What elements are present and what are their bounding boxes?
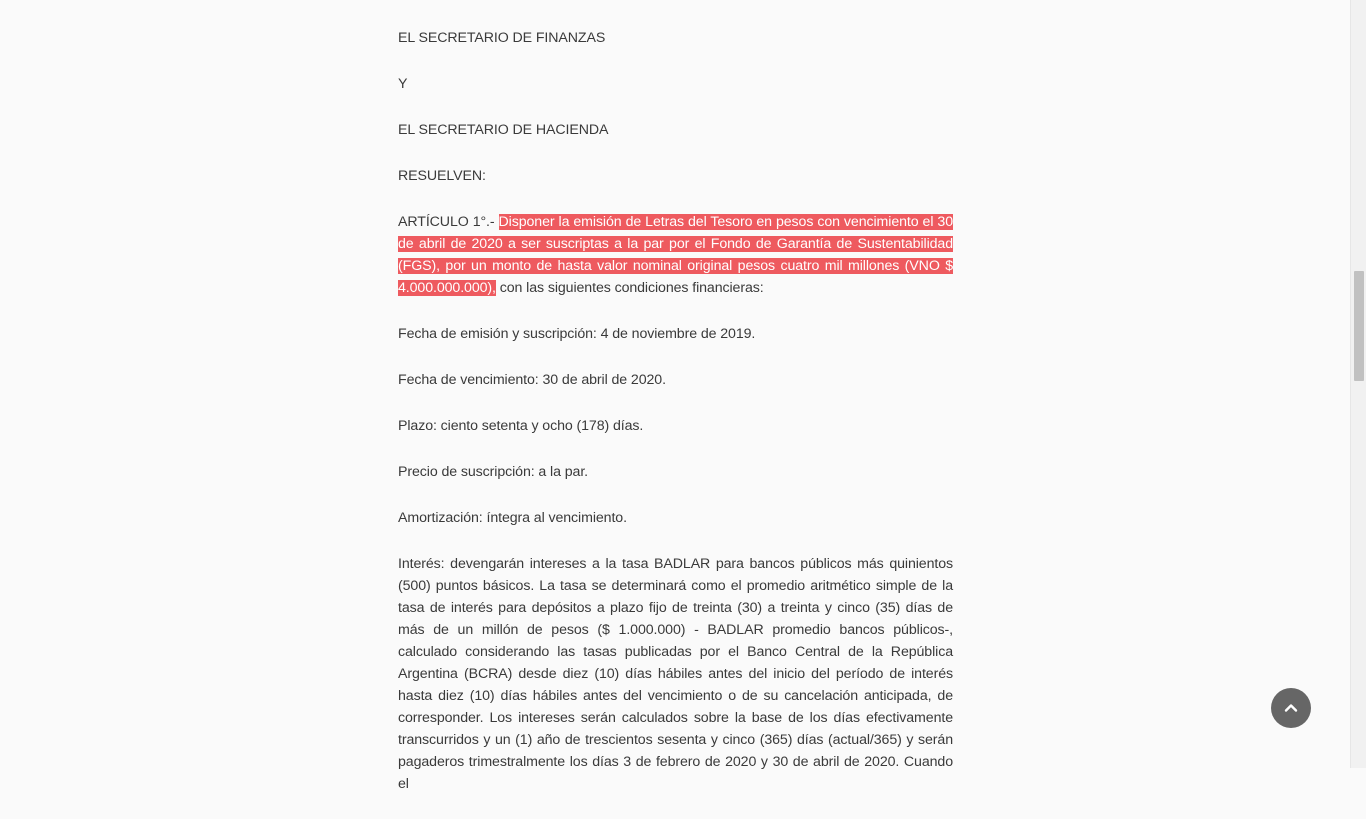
paragraph-interes: Interés: devengarán intereses a la tasa BADLAR para bancos públicos más quinientos (500) puntos básicos. La tasa se determinará como el promedio aritmético simple de la tasa de interés para depósitos a plazo fijo de treinta (30) a treinta y cinco (35) días de más de un millón de pesos ($ 1.000.000) - BADLAR promedio bancos públicos-, calculado considerando las tasas publicadas por el Banco Central de la República Argentina (BCRA) desde diez (10) días hábiles antes del inicio del período de interés hasta diez (10) días hábiles antes del vencimiento o de su cancelación anticipada, de corresponder. Los intereses serán calculados sobre la base de los días efectivamente transcurridos y un (1) año de trescientos sesenta y cinco (365) días (actual/365) y serán pagaderos trimestralmente los días 3 de febrero de 2020 y 30 de abril de 2020. Cuando el [398,556,953,792]
paragraph-fecha-emision: Fecha de emisión y suscripción: 4 de noviembre de 2019. [398,326,756,342]
scrollbar-thumb[interactable] [1354,271,1364,381]
back-to-top-button[interactable] [1271,688,1311,728]
paragraph-fecha-vencimiento: Fecha de vencimiento: 30 de abril de 2020. [398,372,666,388]
articulo-1-prefix: ARTÍCULO 1°.- [398,214,499,230]
chevron-up-icon [1283,700,1299,716]
articulo-1-suffix: con las siguientes condiciones financieras: [495,280,764,296]
paragraph-articulo-1 [398,211,953,299]
paragraph-amortizacion: Amortización: íntegra al vencimiento. [398,510,627,526]
paragraph-precio: Precio de suscripción: a la par. [398,464,589,480]
paragraph-plazo: Plazo: ciento setenta y ocho (178) días. [398,418,644,434]
vertical-scrollbar[interactable] [1350,0,1366,768]
document-body [398,27,953,819]
highlighted-text-selection[interactable]: Disponer la emisión de Letras del Tesoro en pesos con vencimiento el 30 de abril de 2020 a ser suscriptas a la par por el Fondo de Garantía de Sustentabilidad (FGS), por un monto de hasta valor nominal original pesos cuatro mil millones (VNO $ 4.000.000.000), [398,214,953,296]
paragraph-y: Y [398,76,408,92]
paragraph-resuelven: RESUELVEN: [398,168,486,184]
paragraph-secretario-hacienda: EL SECRETARIO DE HACIENDA [398,122,609,138]
paragraph-secretario-finanzas: EL SECRETARIO DE FINANZAS [398,30,606,46]
